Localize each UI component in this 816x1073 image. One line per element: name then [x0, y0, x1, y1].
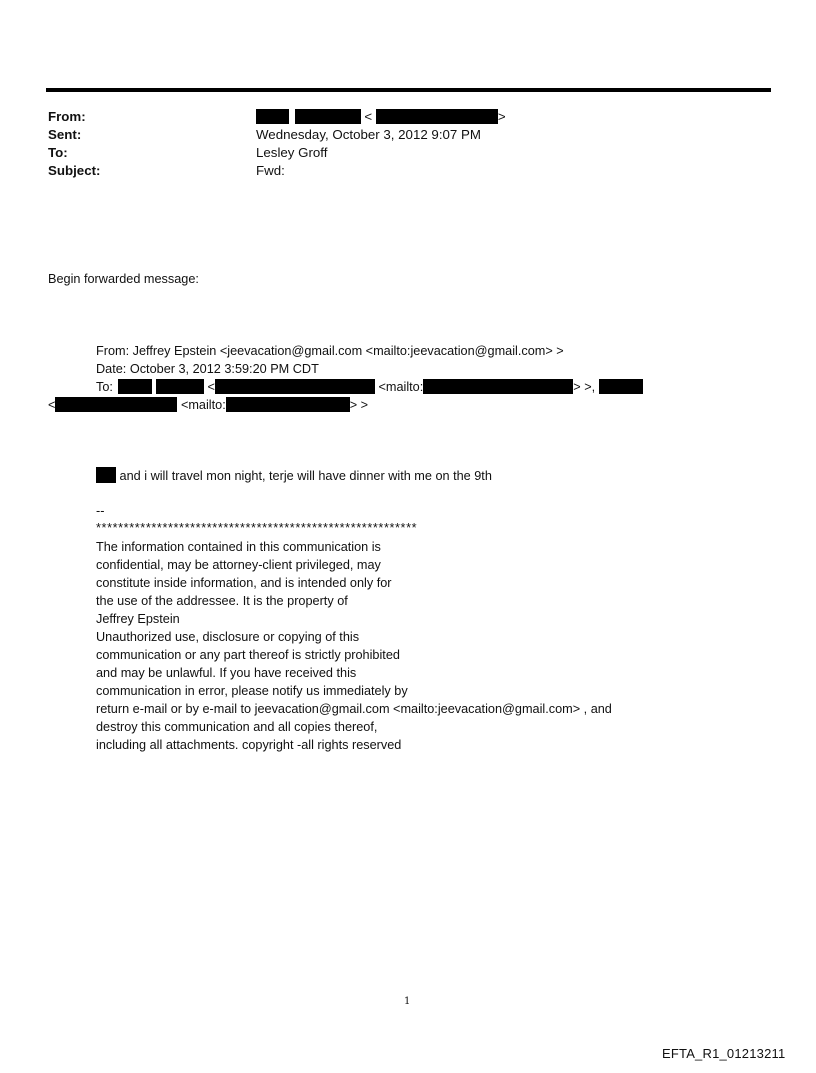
disclaimer-line: constitute inside information, and is intended only for: [96, 576, 392, 590]
fwd-to-mailto2: <mailto:: [180, 398, 226, 412]
fwd-from-line: From: Jeffrey Epstein <jeevacation@gmail.com <mailto:jeevacation@gmail.com> >: [96, 344, 564, 358]
fwd-to-lt: <: [207, 380, 215, 394]
disclaimer-line: communication or any part thereof is strictly prohibited: [96, 648, 400, 662]
fwd-to-label: To:: [96, 380, 113, 394]
disclaimer-line: communication in error, please notify us immediately by: [96, 684, 408, 698]
redaction-block: [256, 109, 289, 124]
disclaimer-line: Unauthorized use, disclosure or copying of this: [96, 630, 360, 644]
fwd-to-mailto: <mailto:: [378, 380, 424, 394]
bates-number: EFTA_R1_01213211: [662, 1046, 786, 1061]
subject-value: Fwd:: [256, 163, 285, 178]
sent-label: Sent:: [48, 127, 82, 142]
from-label: From:: [48, 109, 86, 124]
fwd-to-close2: > >: [349, 398, 369, 412]
message-line: [96, 467, 492, 485]
from-value: [256, 108, 506, 126]
from-gt: >: [497, 109, 506, 124]
disclaimer-line: return e-mail or by e-mail to jeevacation@gmail.com <mailto:jeevacation@gmail.com> , and: [96, 702, 612, 716]
fwd-to-lt2: <: [48, 398, 56, 412]
signature-dashes: --: [96, 504, 105, 518]
redaction-block: [215, 379, 375, 394]
redaction-block: [423, 379, 573, 394]
disclaimer-line: and may be unlawful. If you have received this: [96, 666, 357, 680]
header-rule: [46, 88, 771, 92]
redaction-block: [96, 467, 116, 483]
to-value: Lesley Groff: [256, 145, 328, 160]
redaction-block: [376, 109, 498, 124]
message-text: and i will travel mon night, terje will have dinner with me on the 9th: [119, 469, 492, 483]
disclaimer-line: The information contained in this communication is: [96, 540, 381, 554]
forward-intro: Begin forwarded message:: [48, 272, 199, 286]
fwd-date-line: Date: October 3, 2012 3:59:20 PM CDT: [96, 362, 319, 376]
redaction-block: [295, 109, 361, 124]
fwd-to-close: > >,: [573, 380, 596, 394]
redaction-block: [226, 397, 350, 412]
fwd-to-line: [96, 378, 643, 396]
disclaimer-line: Jeffrey Epstein: [96, 612, 180, 626]
disclaimer-line: the use of the addressee. It is the property of: [96, 594, 348, 608]
disclaimer-line: destroy this communication and all copies thereof,: [96, 720, 378, 734]
disclaimer-line: including all attachments. copyright -all rights reserved: [96, 738, 402, 752]
disclaimer-line: confidential, may be attorney-client privileged, may: [96, 558, 381, 572]
redaction-block: [599, 379, 643, 394]
signature-stars: **********************************************************: [96, 521, 418, 535]
sent-value: Wednesday, October 3, 2012 9:07 PM: [256, 127, 481, 142]
to-label: To:: [48, 145, 68, 160]
fwd-to-line-cont: [48, 396, 368, 414]
redaction-block: [156, 379, 204, 394]
page-number: 1: [404, 996, 411, 1007]
from-lt: <: [364, 109, 373, 124]
redaction-block: [118, 379, 152, 394]
subject-label: Subject:: [48, 163, 101, 178]
redaction-block: [55, 397, 177, 412]
